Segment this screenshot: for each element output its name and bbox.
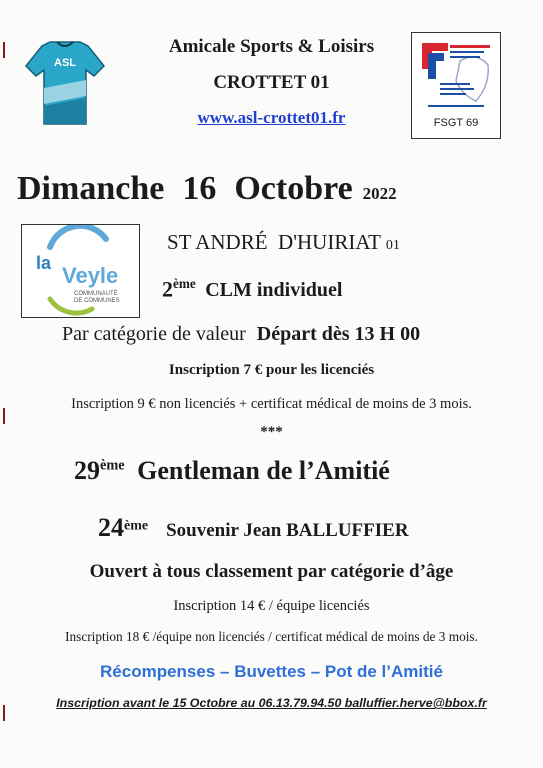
fsgt-emblem [418, 39, 494, 111]
la-veyle-logo [21, 224, 140, 318]
registration-line: Inscription avant le 15 Octobre au 06.13.79.94.50 balluffier.herve@bbox.fr [56, 696, 487, 710]
souvenir-open-text: Ouvert à tous classement par catégorie d’âge [89, 561, 454, 582]
location-name: ST ANDRÉ D'HUIRIAT [167, 230, 381, 254]
website-link[interactable]: www.asl-crottet01.fr [197, 108, 346, 127]
clm-category: Par catégorie de valeur [62, 323, 246, 345]
date-month: Octobre [234, 170, 353, 207]
rewards-line: Récompenses – Buvettes – Pot de l’Amitié [100, 662, 443, 681]
souvenir-ordinal: 24 [98, 513, 124, 542]
date-day: 16 [182, 170, 217, 207]
clm-category-line [62, 323, 420, 346]
gentleman-ordinal-sup: ème [100, 457, 125, 474]
fsgt-label: FSGT 69 [433, 117, 479, 129]
fsgt-logo [411, 32, 501, 139]
clm-fee-unlicensed: Inscription 9 € non licenciés + certificat médical de moins de 3 mois. [71, 396, 472, 412]
event-date [17, 170, 397, 208]
souvenir-fee-unlicensed: Inscription 18 € /équipe non licenciés / certificat médical de moins de 3 mois. [65, 629, 478, 644]
gentleman-title: Gentleman de l’Amitié [137, 456, 390, 485]
separator: *** [260, 424, 283, 440]
souvenir-ordinal-sup: ème [124, 518, 149, 534]
veyle-la: la [36, 253, 52, 273]
club-name: Amicale Sports & Loisirs [168, 36, 375, 57]
clm-heading [162, 276, 342, 302]
clm-fee-licensed: Inscription 7 € pour les licenciés [168, 362, 375, 378]
gentleman-heading [74, 456, 390, 486]
souvenir-title: Souvenir Jean BALLUFFIER [166, 520, 409, 541]
jersey-text: ASL [54, 57, 76, 69]
location [167, 230, 400, 255]
clm-title: CLM individuel [205, 279, 343, 302]
clm-ordinal-sup: ème [173, 276, 196, 291]
souvenir-fee-licensed: Inscription 14 € / équipe licenciés [173, 598, 370, 614]
veyle-sub1: COMMUNAUTÉ [74, 291, 118, 297]
clm-ordinal: 2 [162, 276, 173, 302]
date-weekday: Dimanche [17, 170, 165, 207]
gentleman-ordinal: 29 [74, 456, 100, 485]
souvenir-heading [98, 513, 409, 543]
clm-start-time: Départ dès 13 H 00 [256, 323, 421, 345]
location-dept: 01 [385, 238, 400, 253]
club-town: CROTTET 01 [213, 72, 330, 93]
date-year: 2022 [362, 184, 397, 203]
veyle-name: Veyle [62, 263, 119, 288]
veyle-sub2: DE COMMUNES [74, 298, 120, 304]
